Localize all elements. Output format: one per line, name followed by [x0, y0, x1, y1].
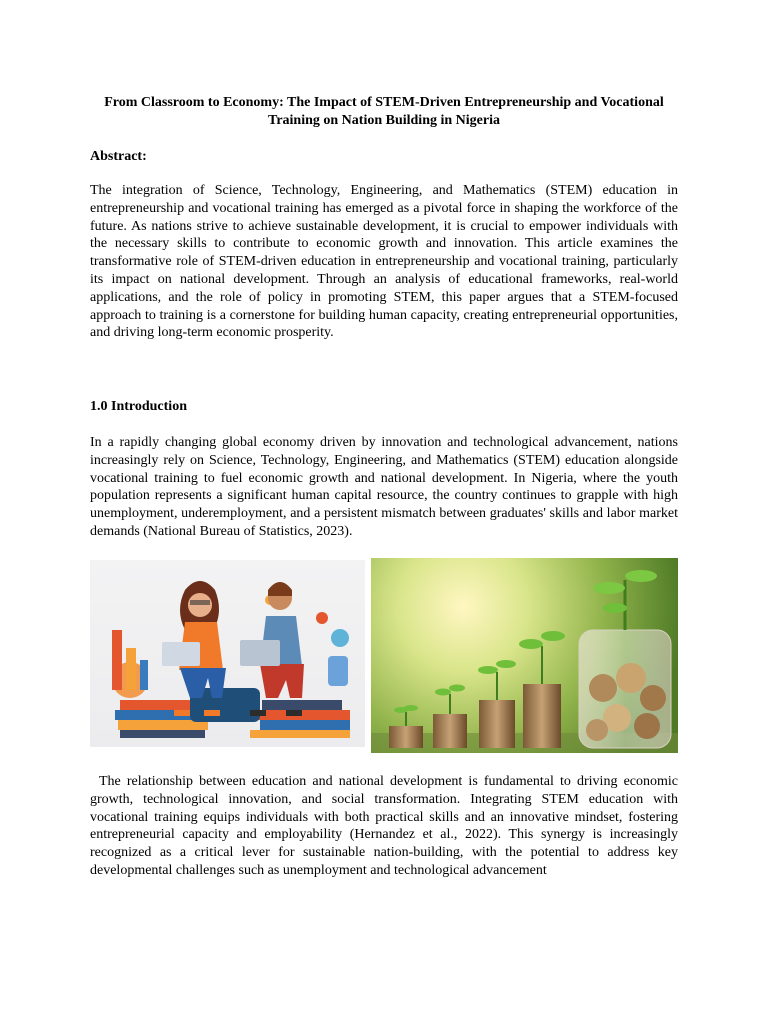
document-title: From Classroom to Economy: The Impact of STEM-Driven Entrepreneurship and Vocational Training on Nation Building in Nigeria — [104, 95, 664, 128]
relationship-paragraph: The relationship between education and national development is fundamental to driving economic growth, technological innovation, and social transformation. Integrating STEM education with vocational training equips individuals with both practical skills and an innovative mindset, fostering entrepreneurial capacity and employability (Hernandez et al., 2022). This synergy is increasingly recognized as a critical lever for sustainable nation-building, with the potential to address key developmental challenges such as unemployment and technological advancement — [90, 774, 678, 878]
coins-plants-photo — [371, 558, 678, 753]
students-illustration-svg — [90, 560, 365, 747]
coins-plants-svg — [371, 558, 678, 753]
introduction-paragraph: In a rapidly changing global economy driven by innovation and technological advancement, nations increasingly rely on Science, Technology, Engineering, and Mathematics (STEM) education alongside vocational training to fuel economic growth and national development. In Nigeria, where the youth population represents a significant human capital resource, the country continues to grapple with high unemployment, underemployment, and a persistent mismatch between graduates' skills and labor market demands (National Bureau of Statistics, 2023). — [90, 435, 678, 539]
introduction-heading: 1.0 Introduction — [90, 399, 187, 414]
abstract-heading: Abstract: — [90, 149, 147, 164]
abstract-paragraph: The integration of Science, Technology, Engineering, and Mathematics (STEM) education in entrepreneurship and vocational training has emerged as a pivotal force in shaping the workforce of the future. As nations strive to achieve sustainable development, it is crucial to empower individuals with the necessary skills to contribute to economic growth and innovation. This article examines the transformative role of STEM-driven education in entrepreneurship and vocational training, particularly its impact on national development. Through an analysis of educational frameworks, real-world applications, and the role of policy in promoting STEM, this paper argues that a STEM-focused approach to training is a cornerstone for building human capacity, creating entrepreneurial opportunities, and driving long-term economic prosperity. — [90, 183, 678, 341]
students-laptops-illustration — [90, 560, 365, 747]
